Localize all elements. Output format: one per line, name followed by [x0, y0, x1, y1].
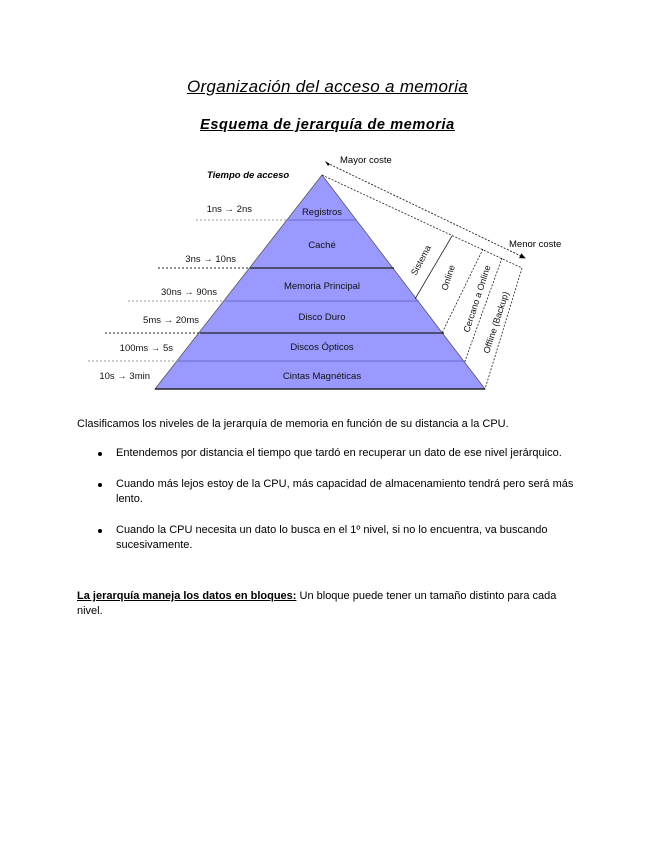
time-disco-duro: 5ms → 20ms [143, 315, 199, 326]
level-label-discos-opticos: Discos Ópticos [290, 342, 354, 353]
blocks-heading: La jerarquía maneja los datos en bloques: [77, 590, 297, 602]
level-label-cintas-magneticas: Cintas Magnéticas [282, 371, 362, 382]
access-time-header: Tiempo de acceso [207, 170, 290, 181]
time-discos-opticos: 100ms → 5s [119, 343, 173, 354]
level-label-disco-duro: Disco Duro [298, 312, 346, 323]
section-subtitle: Esquema de jerarquía de memoria [200, 117, 455, 133]
bullet-list [77, 446, 587, 569]
level-label-registros: Registros [301, 207, 343, 218]
bullet-item: Entendemos por distancia el tiempo que tardó en recuperar un dato de ese nivel jerárquico. [77, 446, 587, 461]
category-online: Online [439, 263, 457, 292]
memory-hierarchy-diagram [0, 0, 655, 400]
level-label-cache: Caché [308, 240, 336, 251]
cost-high-label: Mayor coste [340, 155, 392, 166]
time-registros: 1ns → 2ns [206, 204, 252, 215]
intro-paragraph: Clasificamos los niveles de la jerarquía de memoria en función de su distancia a la CPU. [77, 418, 509, 430]
time-cintas-magneticas: 10s → 3min [99, 371, 150, 382]
category-offline-backup: Offline (Backup) [481, 290, 511, 355]
page-title: Organización del acceso a memoria [186, 77, 469, 96]
blocks-paragraph [77, 589, 567, 619]
bullet-icon [98, 529, 102, 533]
bullet-item: Cuando más lejos estoy de la CPU, más capacidad de almacenamiento tendrá pero será más lento. [77, 477, 587, 507]
time-cache: 3ns → 10ns [185, 254, 236, 265]
bullet-icon [98, 452, 102, 456]
bullet-icon [98, 483, 102, 487]
bullet-item: Cuando la CPU necesita un dato lo busca en el 1º nivel, si no lo encuentra, va buscando sucesivamente. [77, 523, 587, 553]
category-cercano-online: Cercano a Online [461, 263, 493, 334]
time-memoria-principal: 30ns → 90ns [161, 287, 217, 298]
cost-low-label: Menor coste [509, 239, 562, 250]
blocks-text: Un bloque puede tener un tamaño distinto para cada nivel. [77, 590, 557, 617]
level-label-memoria-principal: Memoria Principal [283, 281, 361, 292]
category-sistema: Sistema [408, 243, 434, 277]
